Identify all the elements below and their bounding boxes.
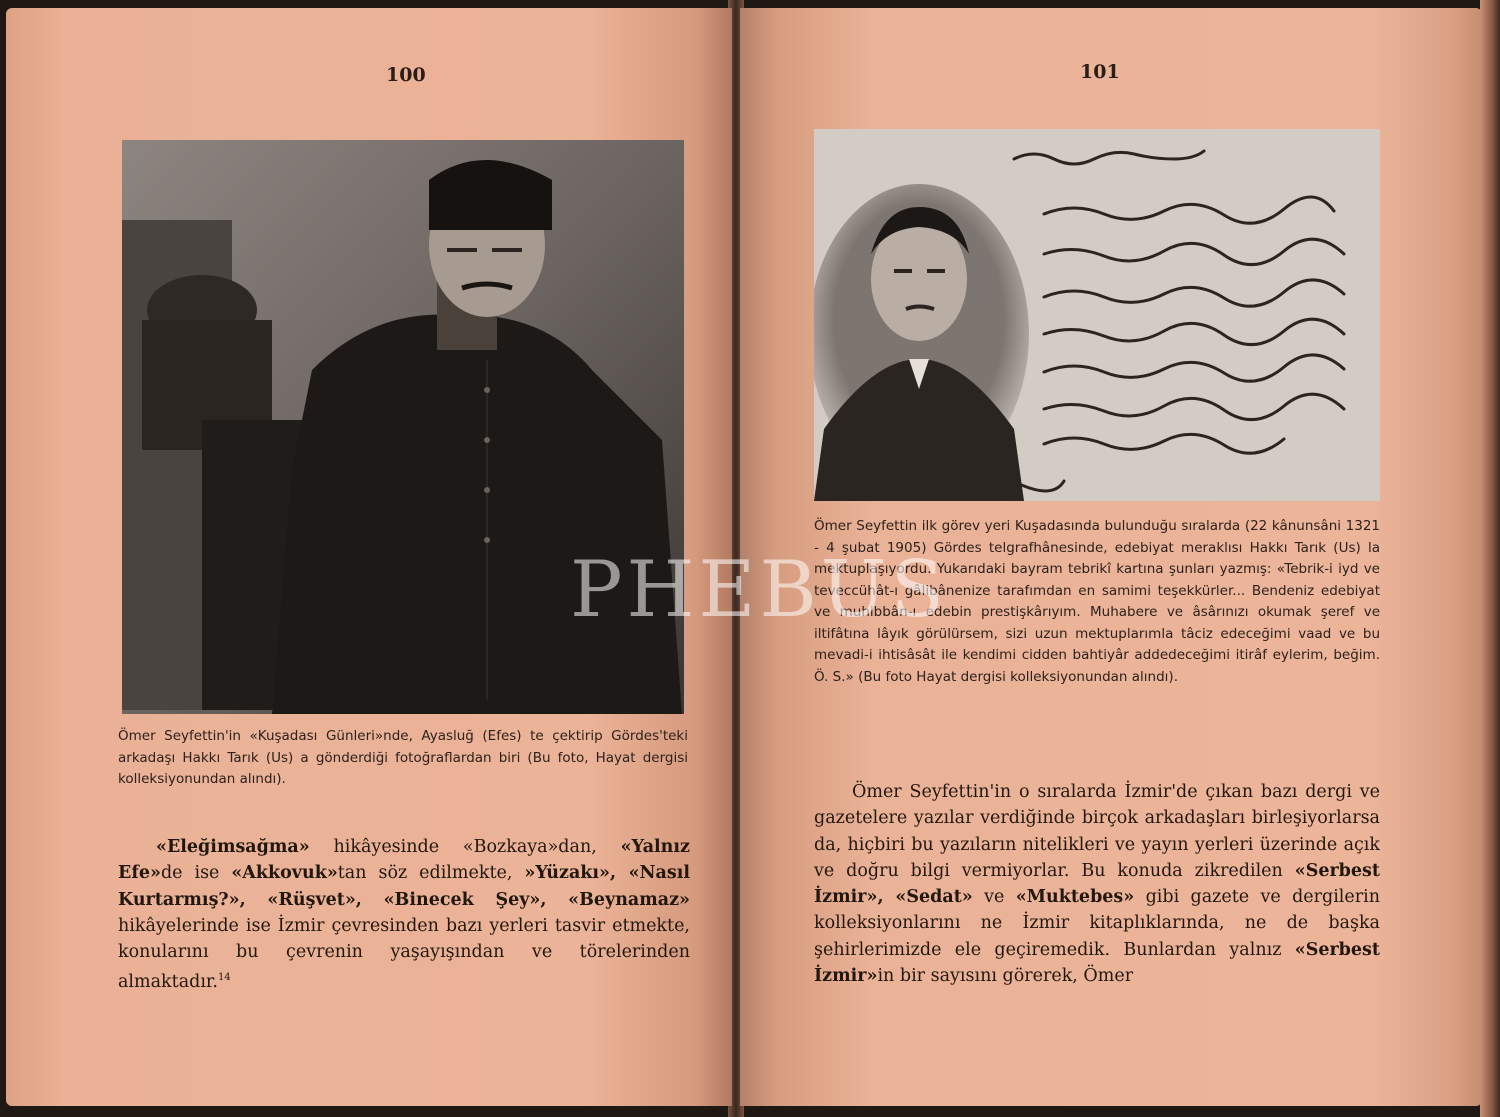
story-titles: »Yüzakı», «Nasıl Kurtarmış?», «Rüşvet», «Binecek Şey», «Beynamaz» [118, 863, 690, 910]
paragraph-text [118, 834, 690, 996]
periodical-title: «Serbest İzmir» [814, 939, 1380, 987]
page-number: 101 [1080, 61, 1120, 83]
story-title: «Eleğimsağma» [156, 837, 310, 857]
text-run: tan söz edilmekte, [337, 863, 525, 884]
periodical-title: «Muktebes» [1015, 887, 1135, 908]
portrait-letter-photo [814, 129, 1380, 501]
text-run: Ömer Seyfettin'in o sıralarda İzmir'de çıkan bazı dergi ve gazetelere yazılar verdiğinde birçok arkadaşları birleşiyorlarsa da, hiçbiri bu yazıların nitelikleri ve yayın yerleri üzerinde açık ve doğru bilgi vermiyorlar. Bu konuda zikredilen [814, 782, 1380, 881]
paragraph-text [814, 779, 1380, 989]
photo-caption: Ömer Seyfettin'in «Kuşadası Günleri»nde, Ayasluğ (Efes) te çektirip Gördes'teki arkadaşı Hakkı Tarık (Us) a gönderdiği fotoğraflardan biri (Bu foto, Hayat dergisi kolleksiyonundan alındı). [118, 728, 688, 787]
text-run: in bir sayısını görerek, Ömer [877, 966, 1134, 987]
periodical-titles: «Serbest İzmir», «Sedat» [814, 860, 1380, 908]
page-edges [1480, 0, 1500, 1117]
story-title: «Yalnız Efe» [118, 837, 690, 884]
text-run: hikâyesinde «Bozkaya»dan, [309, 837, 621, 857]
photo-caption: Ömer Seyfettin ilk görev yeri Kuşadasında bulunduğu sıralarda (22 kânunsâni 1321 - 4 şubat 1905) Gördes telgrafhânesinde, edebiyat meraklısı Hakkı Tarık (Us) la mektuplaşıyordu. Yukarıdaki bayram tebrikî kartına şunları yazmış: «Tebrik-i iyd ve teveccühât-ı gâlibânenize tarafımdan en samimi teşekkürler... Bendeniz edebiyat ve muhibbân-ı edebin prestişkârıyım. Muhabere ve âsârınızı okumak şeref ve iltifâtına lâyık görülürsem, sizi uzun mektuplarımla tâciz edeceğimi vaad ve bu mevadi-i ihtisâsât ile kendimi cidden bahtiyâr addedeceğimi itirâf eylerim, beğim. Ö. S.» (Bu foto Hayat dergisi kolleksiyonundan alındı). [814, 518, 1380, 685]
footnote-marker: 14 [217, 972, 231, 984]
text-run: gibi gazete ve dergilerin kolleksiyonlarını ne İzmir kitaplıklarında, ne de başka şehirlerimizde ele geçiremedik. Bunlardan yalnız [814, 887, 1380, 960]
page-number: 100 [386, 64, 426, 86]
portrait-letter-illustration [814, 129, 1380, 501]
text-run: de ise [160, 863, 232, 884]
body-paragraph [814, 779, 1380, 989]
text-run: hikâyelerinde ise İzmir çevresinden bazı yerleri tasvir etmekte, konularını bu çevrenin yaşayışından ve törelerinden almaktadır. [118, 915, 690, 993]
story-title: «Akkovuk» [231, 863, 338, 884]
watermark-text: PHEBUS [570, 545, 948, 635]
text-run: ve [972, 887, 1016, 908]
body-paragraph [118, 834, 690, 996]
